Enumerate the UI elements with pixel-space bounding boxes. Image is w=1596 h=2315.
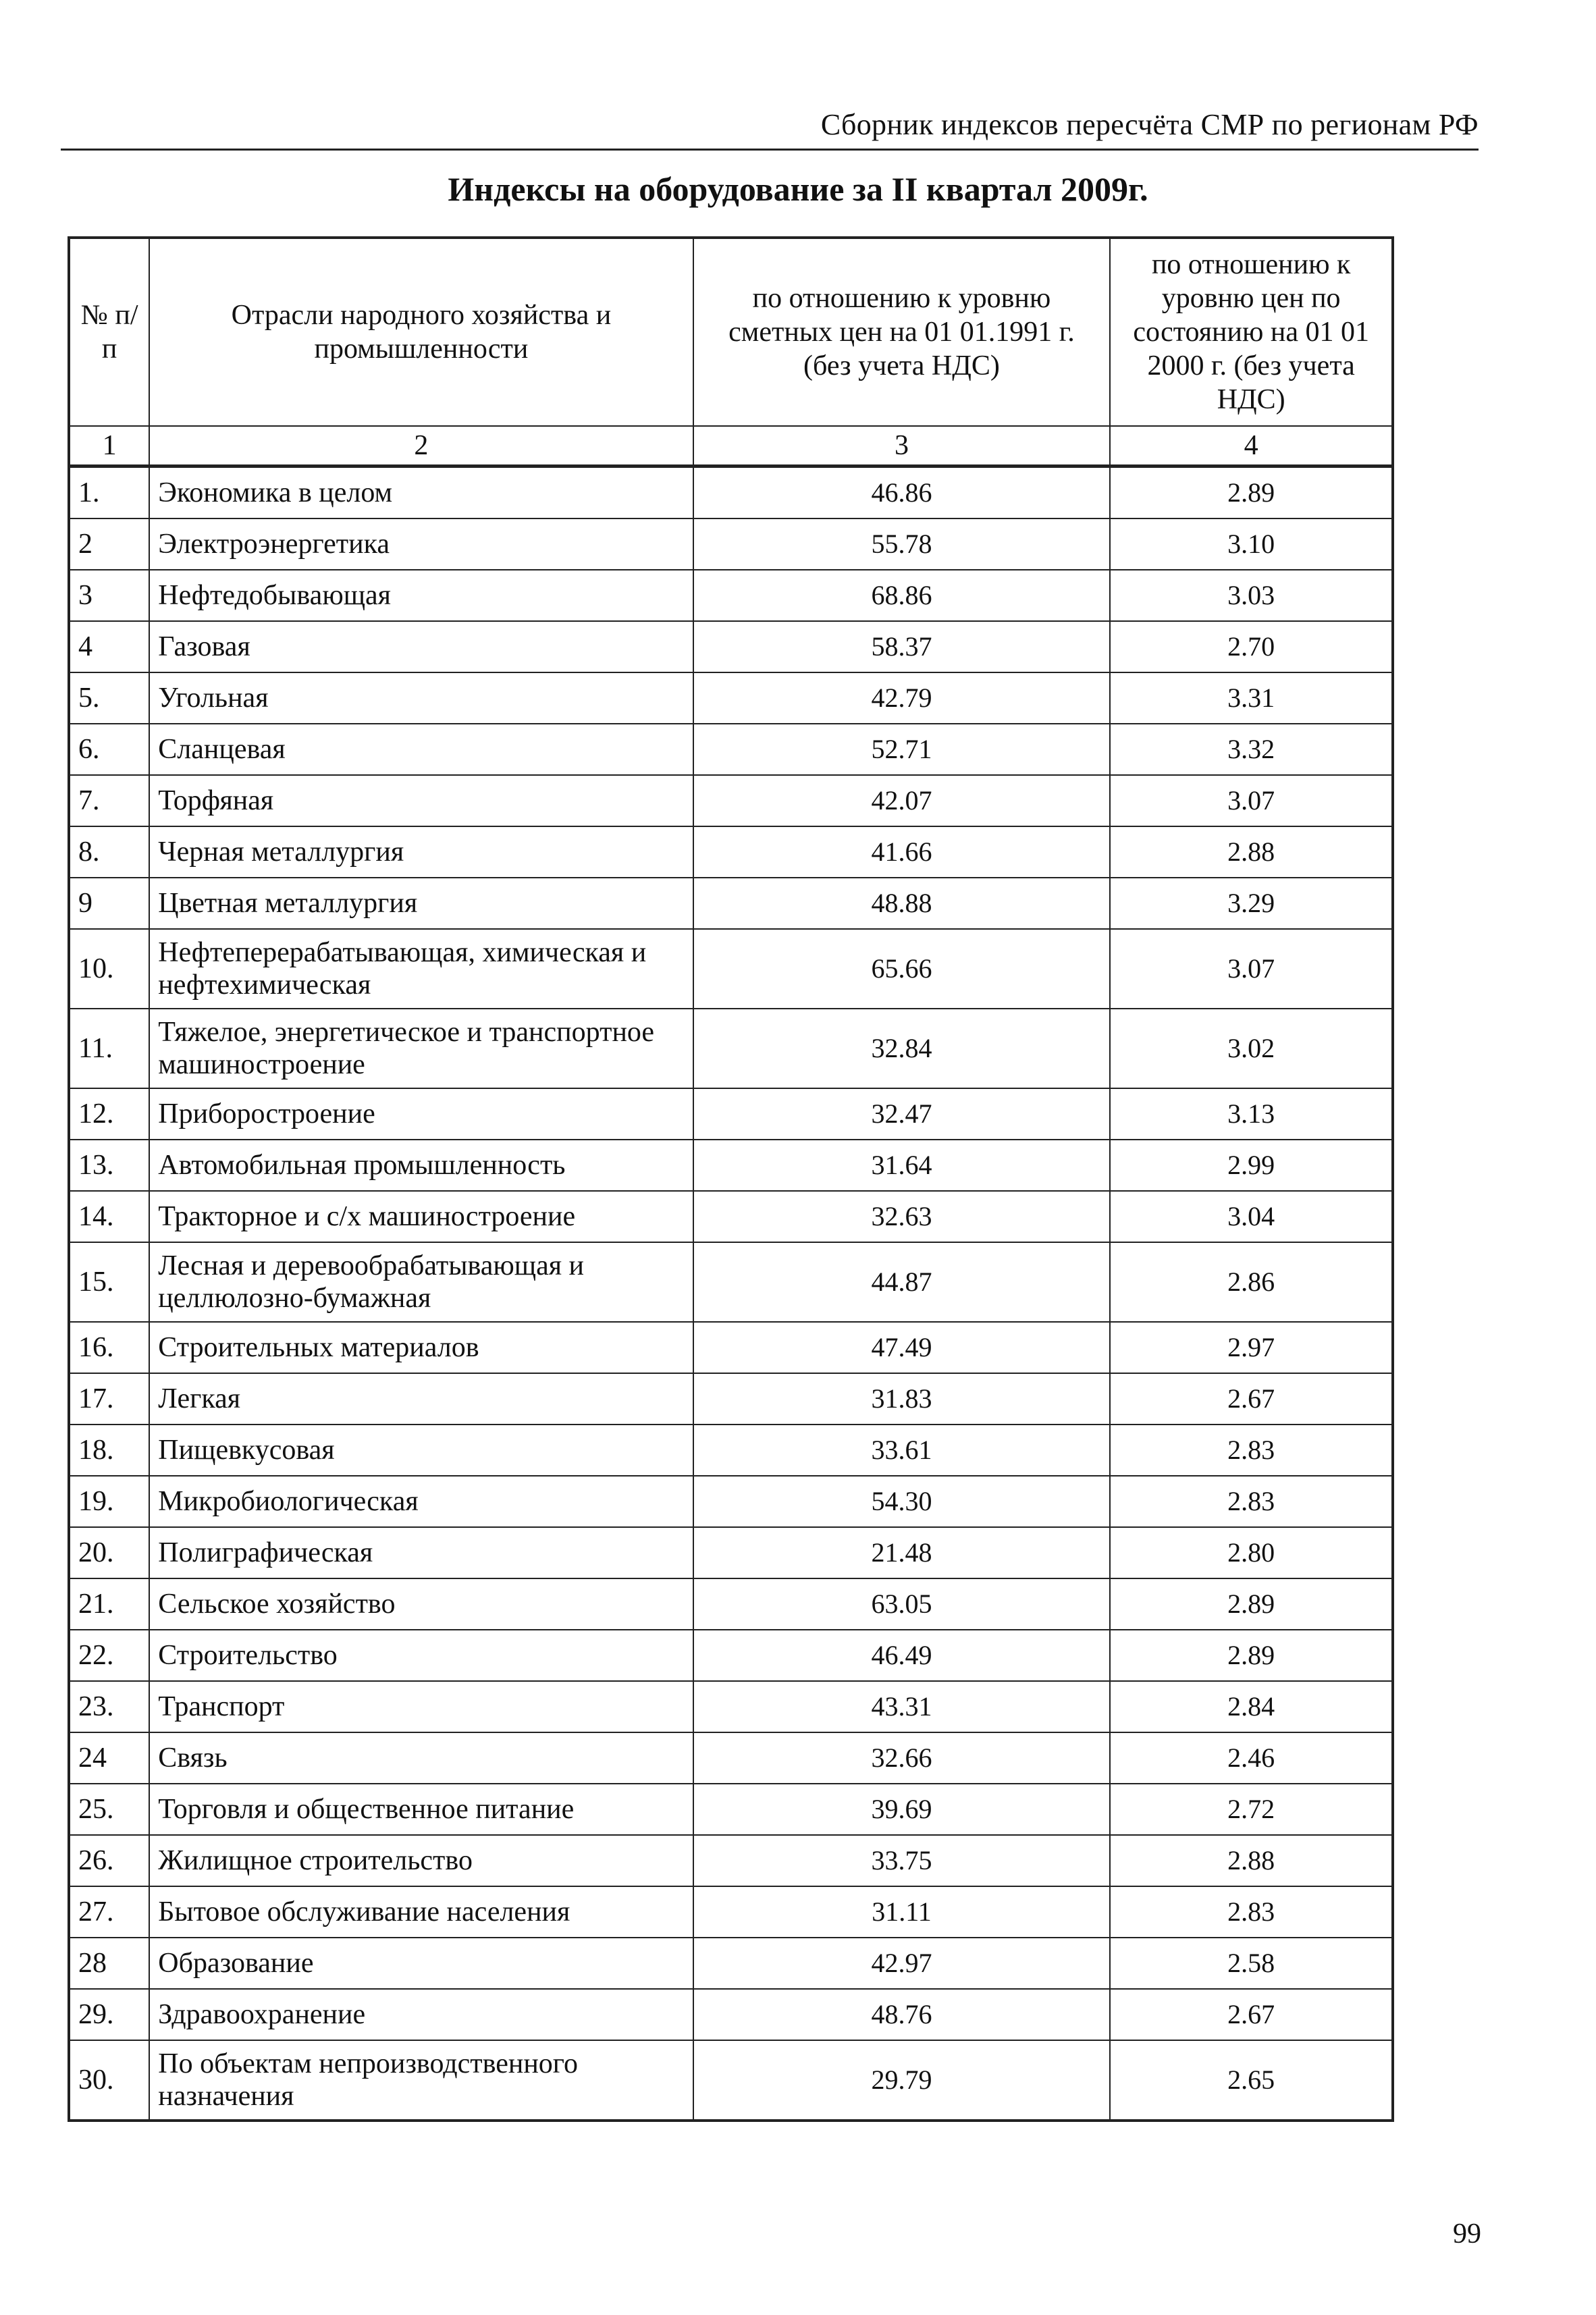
row-number: 26. xyxy=(69,1835,149,1886)
index-1991-value: 43.31 xyxy=(693,1681,1111,1732)
table-row xyxy=(69,570,1393,621)
industry-name: Связь xyxy=(149,1732,693,1784)
column-number-row xyxy=(69,426,1393,467)
index-2000-value: 2.89 xyxy=(1110,1578,1393,1630)
index-1991-value: 55.78 xyxy=(693,518,1111,570)
row-number: 28 xyxy=(69,1938,149,1989)
index-2000-value: 2.72 xyxy=(1110,1784,1393,1835)
table-row xyxy=(69,518,1393,570)
running-header xyxy=(61,101,1479,151)
table-row xyxy=(69,826,1393,878)
index-2000-value: 2.67 xyxy=(1110,1989,1393,2040)
industry-name: Строительство xyxy=(149,1630,693,1681)
index-2000-value: 2.70 xyxy=(1110,621,1393,672)
header-index-2000: по отношению к уровню цен по состоянию на 01 01 2000 г. (без учета НДС) xyxy=(1110,238,1393,426)
table-header-row xyxy=(69,238,1393,426)
column-number: 3 xyxy=(693,426,1111,467)
industry-name: Транспорт xyxy=(149,1681,693,1732)
industry-name: Торговля и общественное питание xyxy=(149,1784,693,1835)
row-number: 10. xyxy=(69,929,149,1009)
index-1991-value: 39.69 xyxy=(693,1784,1111,1835)
table-row xyxy=(69,1242,1393,1322)
industry-name: Нефтеперерабатывающая, химическая и нефтехимическая xyxy=(149,929,693,1009)
row-number: 19. xyxy=(69,1476,149,1527)
index-1991-value: 32.47 xyxy=(693,1088,1111,1140)
row-number: 12. xyxy=(69,1088,149,1140)
index-1991-value: 33.75 xyxy=(693,1835,1111,1886)
index-2000-value: 2.67 xyxy=(1110,1373,1393,1425)
row-number: 9 xyxy=(69,878,149,929)
row-number: 23. xyxy=(69,1681,149,1732)
index-2000-value: 2.46 xyxy=(1110,1732,1393,1784)
index-1991-value: 31.11 xyxy=(693,1886,1111,1938)
industry-name: Торфяная xyxy=(149,775,693,826)
table-row xyxy=(69,724,1393,775)
table-row xyxy=(69,1425,1393,1476)
table-row xyxy=(69,1989,1393,2040)
industry-name: Жилищное строительство xyxy=(149,1835,693,1886)
row-number: 4 xyxy=(69,621,149,672)
index-2000-value: 2.65 xyxy=(1110,2040,1393,2121)
index-1991-value: 63.05 xyxy=(693,1578,1111,1630)
industry-name: Тяжелое, энергетическое и транспортное машиностроение xyxy=(149,1009,693,1088)
industry-name: Образование xyxy=(149,1938,693,1989)
industry-name: Строительных материалов xyxy=(149,1322,693,1373)
index-2000-value: 2.84 xyxy=(1110,1681,1393,1732)
column-number: 2 xyxy=(149,426,693,467)
index-2000-value: 2.83 xyxy=(1110,1425,1393,1476)
table-row xyxy=(69,1140,1393,1191)
table-row xyxy=(69,1630,1393,1681)
page-number: 99 xyxy=(1453,2218,1481,2250)
row-number: 13. xyxy=(69,1140,149,1191)
industry-name: Легкая xyxy=(149,1373,693,1425)
table-row xyxy=(69,878,1393,929)
column-number: 4 xyxy=(1110,426,1393,467)
index-2000-value: 3.10 xyxy=(1110,518,1393,570)
index-1991-value: 32.63 xyxy=(693,1191,1111,1242)
row-number: 8. xyxy=(69,826,149,878)
index-1991-value: 58.37 xyxy=(693,621,1111,672)
index-2000-value: 2.80 xyxy=(1110,1527,1393,1578)
index-1991-value: 54.30 xyxy=(693,1476,1111,1527)
index-1991-value: 68.86 xyxy=(693,570,1111,621)
row-number: 5. xyxy=(69,672,149,724)
index-2000-value: 2.99 xyxy=(1110,1140,1393,1191)
index-1991-value: 48.88 xyxy=(693,878,1111,929)
index-1991-value: 42.07 xyxy=(693,775,1111,826)
industry-name: Бытовое обслуживание населения xyxy=(149,1886,693,1938)
industry-name: Сельское хозяйство xyxy=(149,1578,693,1630)
row-number: 2 xyxy=(69,518,149,570)
index-2000-value: 3.32 xyxy=(1110,724,1393,775)
index-1991-value: 42.97 xyxy=(693,1938,1111,1989)
index-1991-value: 52.71 xyxy=(693,724,1111,775)
table-row xyxy=(69,672,1393,724)
index-2000-value: 2.88 xyxy=(1110,1835,1393,1886)
row-number: 3 xyxy=(69,570,149,621)
industry-name: Угольная xyxy=(149,672,693,724)
table-row xyxy=(69,1835,1393,1886)
industry-name: Полиграфическая xyxy=(149,1527,693,1578)
row-number: 7. xyxy=(69,775,149,826)
header-industry: Отрасли народного хозяйства и промышленности xyxy=(149,238,693,426)
index-1991-value: 31.64 xyxy=(693,1140,1111,1191)
page-title: Индексы на оборудование за II квартал 2009г. xyxy=(448,170,1148,208)
row-number: 25. xyxy=(69,1784,149,1835)
table-row xyxy=(69,1784,1393,1835)
industry-name: Здравоохранение xyxy=(149,1989,693,2040)
row-number: 21. xyxy=(69,1578,149,1630)
index-1991-value: 31.83 xyxy=(693,1373,1111,1425)
index-1991-value: 48.76 xyxy=(693,1989,1111,2040)
industry-name: Тракторное и с/х машиностроение xyxy=(149,1191,693,1242)
column-number: 1 xyxy=(69,426,149,467)
index-2000-value: 2.89 xyxy=(1110,1630,1393,1681)
index-2000-value: 3.07 xyxy=(1110,929,1393,1009)
table-row xyxy=(69,1527,1393,1578)
table-row xyxy=(69,1938,1393,1989)
row-number: 14. xyxy=(69,1191,149,1242)
row-number: 1. xyxy=(69,467,149,519)
index-2000-value: 3.03 xyxy=(1110,570,1393,621)
table-row xyxy=(69,929,1393,1009)
index-2000-value: 2.97 xyxy=(1110,1322,1393,1373)
index-2000-value: 2.83 xyxy=(1110,1476,1393,1527)
row-number: 11. xyxy=(69,1009,149,1088)
table-row xyxy=(69,1373,1393,1425)
industry-name: По объектам непроизводственного назначения xyxy=(149,2040,693,2121)
row-number: 24 xyxy=(69,1732,149,1784)
header-index-1991: по отношению к уровню сметных цен на 01 01.1991 г. (без учета НДС) xyxy=(693,238,1111,426)
table-row xyxy=(69,1009,1393,1088)
industry-name: Приборостроение xyxy=(149,1088,693,1140)
industry-name: Сланцевая xyxy=(149,724,693,775)
row-number: 30. xyxy=(69,2040,149,2121)
index-2000-value: 3.29 xyxy=(1110,878,1393,929)
index-2000-value: 2.58 xyxy=(1110,1938,1393,1989)
row-number: 15. xyxy=(69,1242,149,1322)
index-1991-value: 44.87 xyxy=(693,1242,1111,1322)
index-1991-value: 29.79 xyxy=(693,2040,1111,2121)
table-row xyxy=(69,1578,1393,1630)
index-table xyxy=(68,236,1394,2122)
industry-name: Пищевкусовая xyxy=(149,1425,693,1476)
index-1991-value: 47.49 xyxy=(693,1322,1111,1373)
industry-name: Экономика в целом xyxy=(149,467,693,519)
row-number: 20. xyxy=(69,1527,149,1578)
table-row xyxy=(69,2040,1393,2121)
index-1991-value: 46.49 xyxy=(693,1630,1111,1681)
index-2000-value: 2.86 xyxy=(1110,1242,1393,1322)
table-row xyxy=(69,1732,1393,1784)
row-number: 16. xyxy=(69,1322,149,1373)
index-2000-value: 3.31 xyxy=(1110,672,1393,724)
row-number: 29. xyxy=(69,1989,149,2040)
index-1991-value: 21.48 xyxy=(693,1527,1111,1578)
index-2000-value: 3.13 xyxy=(1110,1088,1393,1140)
running-header-text: Сборник индексов пересчёта СМР по регионам РФ xyxy=(820,108,1479,141)
industry-name: Нефтедобывающая xyxy=(149,570,693,621)
header-number: № п/п xyxy=(69,238,149,426)
table-row xyxy=(69,1681,1393,1732)
index-2000-value: 3.04 xyxy=(1110,1191,1393,1242)
table-row xyxy=(69,1191,1393,1242)
row-number: 22. xyxy=(69,1630,149,1681)
index-1991-value: 46.86 xyxy=(693,467,1111,519)
industry-name: Микробиологическая xyxy=(149,1476,693,1527)
table-body xyxy=(69,467,1393,2121)
table-row xyxy=(69,1886,1393,1938)
row-number: 17. xyxy=(69,1373,149,1425)
index-2000-value: 2.83 xyxy=(1110,1886,1393,1938)
table-row xyxy=(69,621,1393,672)
index-1991-value: 32.84 xyxy=(693,1009,1111,1088)
index-1991-value: 41.66 xyxy=(693,826,1111,878)
row-number: 6. xyxy=(69,724,149,775)
index-1991-value: 32.66 xyxy=(693,1732,1111,1784)
table-row xyxy=(69,467,1393,519)
industry-name: Лесная и деревообрабатывающая и целлюлозно-бумажная xyxy=(149,1242,693,1322)
row-number: 27. xyxy=(69,1886,149,1938)
table-row xyxy=(69,1476,1393,1527)
table-row xyxy=(69,775,1393,826)
row-number: 18. xyxy=(69,1425,149,1476)
industry-name: Газовая xyxy=(149,621,693,672)
industry-name: Цветная металлургия xyxy=(149,878,693,929)
index-1991-value: 42.79 xyxy=(693,672,1111,724)
index-2000-value: 3.02 xyxy=(1110,1009,1393,1088)
table-row xyxy=(69,1322,1393,1373)
index-1991-value: 65.66 xyxy=(693,929,1111,1009)
table-row xyxy=(69,1088,1393,1140)
industry-name: Электроэнергетика xyxy=(149,518,693,570)
industry-name: Автомобильная промышленность xyxy=(149,1140,693,1191)
index-2000-value: 3.07 xyxy=(1110,775,1393,826)
index-1991-value: 33.61 xyxy=(693,1425,1111,1476)
index-2000-value: 2.88 xyxy=(1110,826,1393,878)
index-2000-value: 2.89 xyxy=(1110,467,1393,519)
industry-name: Черная металлургия xyxy=(149,826,693,878)
